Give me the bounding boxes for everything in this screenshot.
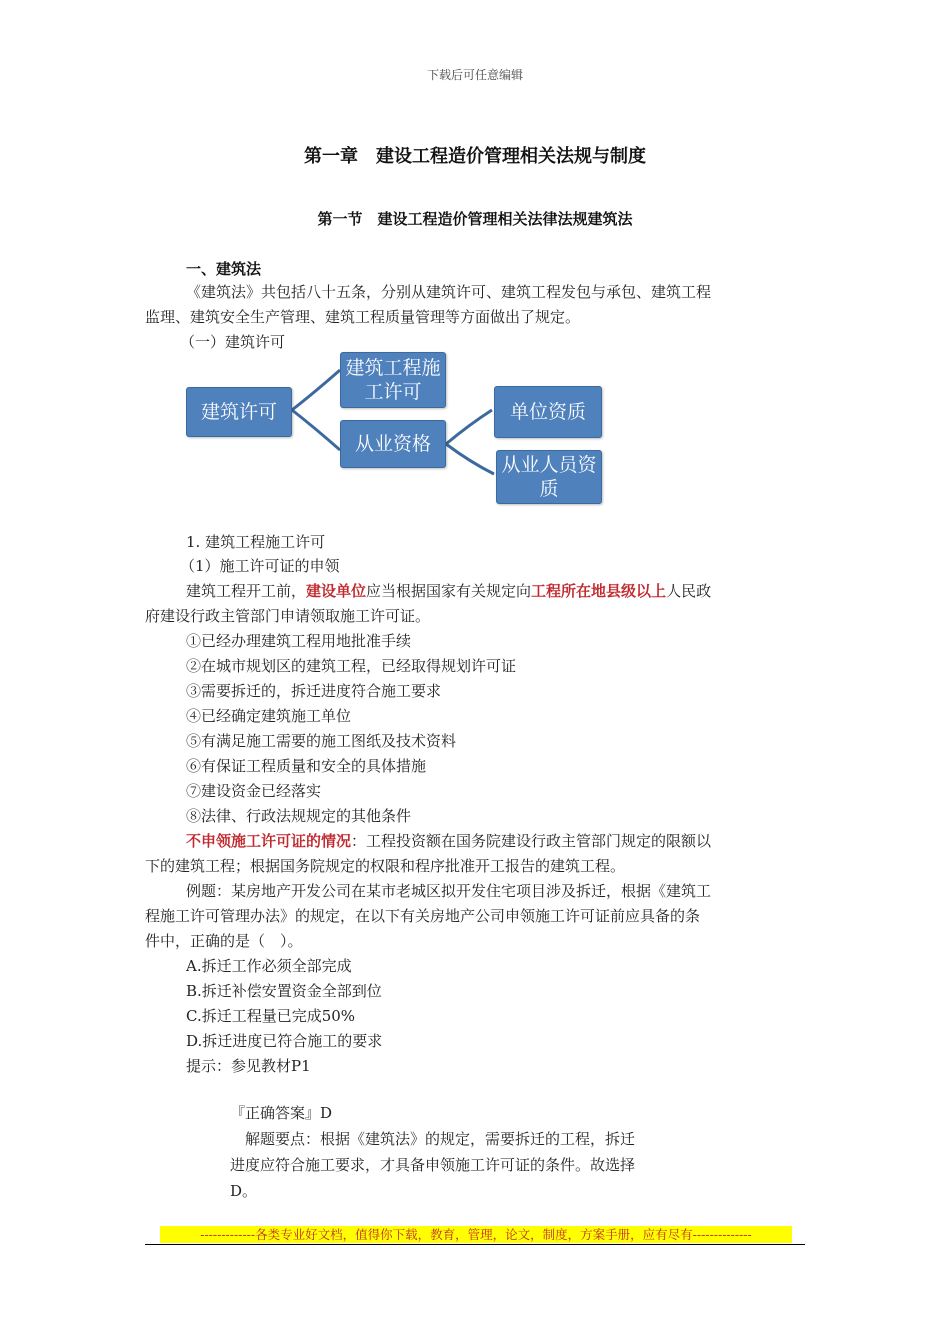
answer-line-2: 进度应符合施工要求，才具备申领施工许可证的条件。故选择 bbox=[230, 1156, 636, 1174]
p1-part-a: 建筑工程开工前， bbox=[186, 582, 307, 600]
p1-highlight-county: 工程所在地县级以上 bbox=[531, 582, 667, 600]
connector-root-branch2 bbox=[292, 410, 340, 450]
exempt-line-2: 下的建筑工程；根据国务院规定的权限和程序批准开工报告的建筑工程。 bbox=[145, 857, 626, 875]
intro-line-1: 《建筑法》共包括八十五条，分别从建筑许可、建筑工程发包与承包、建筑工程 bbox=[186, 283, 712, 301]
diagram-node-unit-qualification: 单位资质 bbox=[494, 386, 602, 438]
heading-jianzhufa: 一、建筑法 bbox=[186, 260, 262, 278]
option-d: D.拆迁进度已符合施工的要求 bbox=[186, 1032, 383, 1050]
paragraph-permit-line-1 bbox=[186, 579, 711, 604]
diagram-node-qualification: 从业资格 bbox=[340, 420, 446, 468]
connector-root-branch1 bbox=[292, 370, 340, 410]
diagram-node-personnel-qualification: 从业人员资 质 bbox=[496, 450, 602, 504]
condition-item: ⑥有保证工程质量和安全的具体措施 bbox=[186, 757, 427, 775]
hint: 提示：参见教材P1 bbox=[186, 1057, 311, 1075]
answer-label: 『正确答案』D bbox=[230, 1104, 333, 1122]
example-line-3: 件中，正确的是（ ）。 bbox=[145, 932, 303, 950]
header-note: 下载后可任意编辑 bbox=[426, 68, 523, 82]
chapter-title: 第一章 建设工程造价管理相关法规与制度 bbox=[304, 146, 646, 167]
answer-line-1: 解题要点：根据《建筑法》的规定，需要拆迁的工程，拆迁 bbox=[230, 1130, 636, 1148]
subheading-permit: （一）建筑许可 bbox=[180, 333, 286, 351]
answer-block bbox=[230, 1100, 690, 1204]
condition-item: ⑦建设资金已经落实 bbox=[186, 782, 322, 800]
paragraph-permit-line-2: 府建设行政主管部门申请领取施工许可证。 bbox=[145, 607, 431, 625]
condition-item: ⑤有满足施工需要的施工图纸及技术资料 bbox=[186, 732, 457, 750]
answer-line-3: D。 bbox=[230, 1182, 258, 1200]
intro-line-2: 监理、建筑安全生产管理、建筑工程质量管理等方面做出了规定。 bbox=[145, 308, 581, 326]
condition-item: ③需要拆迁的，拆迁进度符合施工要求 bbox=[186, 682, 442, 700]
p1-part-e: 人民政 bbox=[666, 582, 712, 600]
option-b: B.拆迁补偿安置资金全部到位 bbox=[186, 982, 382, 1000]
option-c: C.拆迁工程量已完成50% bbox=[186, 1007, 356, 1025]
connector-branch2-leaf1 bbox=[446, 410, 492, 444]
p1-highlight-builder: 建设单位 bbox=[306, 582, 367, 600]
item-construction-permit: 1. 建筑工程施工许可 bbox=[186, 533, 326, 551]
example-line-1: 例题：某房地产开发公司在某市老城区拟开发住宅项目涉及拆迁，根据《建筑工 bbox=[186, 882, 712, 900]
p1-part-c: 应当根据国家有关规定向 bbox=[366, 582, 532, 600]
permit-diagram bbox=[180, 352, 610, 510]
item-permit-application: （1）施工许可证的申领 bbox=[180, 557, 340, 575]
diagram-node-root: 建筑许可 bbox=[186, 387, 292, 437]
connector-branch2-leaf2 bbox=[446, 444, 494, 474]
footer-banner: -------------各类专业好文档，值得你下载，教育，管理，论文，制度，方案手册，应有尽有-------------- bbox=[160, 1226, 792, 1243]
condition-item: ①已经办理建筑工程用地批准手续 bbox=[186, 632, 412, 650]
exempt-text-1: ：工程投资额在国务院建设行政主管部门规定的限额以 bbox=[351, 832, 712, 850]
diagram-node-construction-permit: 建筑工程施 工许可 bbox=[340, 352, 446, 408]
exempt-label: 不申领施工许可证的情况 bbox=[186, 832, 352, 850]
exempt-line-1 bbox=[186, 829, 711, 854]
condition-item: ②在城市规划区的建筑工程，已经取得规划许可证 bbox=[186, 657, 517, 675]
condition-item: ⑧法律、行政法规规定的其他条件 bbox=[186, 807, 412, 825]
footer-rule bbox=[145, 1244, 805, 1245]
example-line-2: 程施工许可管理办法》的规定，在以下有关房地产公司申领施工许可证前应具备的条 bbox=[145, 907, 701, 925]
option-a: A.拆迁工作必须全部完成 bbox=[186, 957, 352, 975]
condition-item: ④已经确定建筑施工单位 bbox=[186, 707, 352, 725]
section-title: 第一节 建设工程造价管理相关法律法规建筑法 bbox=[317, 210, 633, 228]
